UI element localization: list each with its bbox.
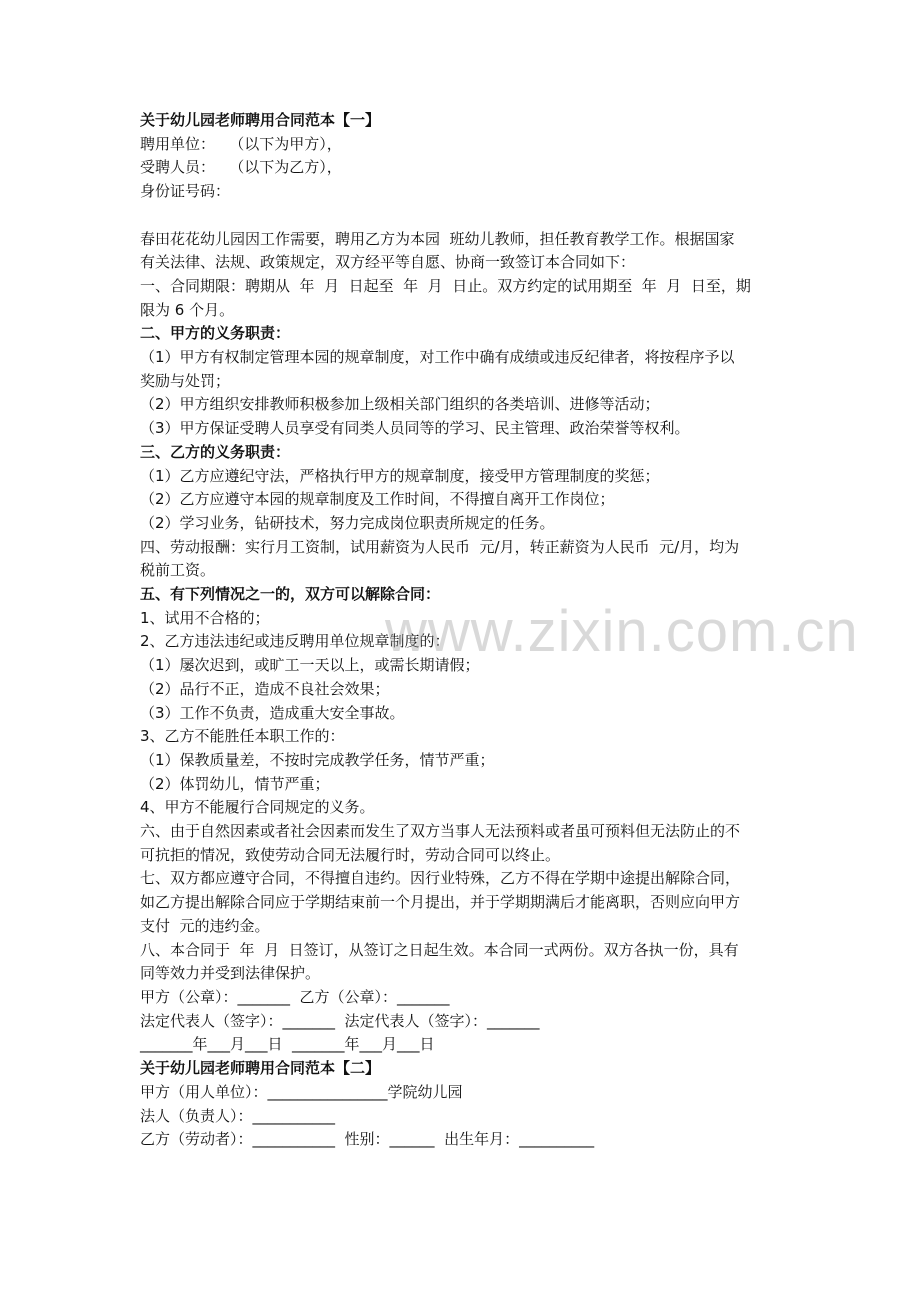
text-line: 如乙方提出解除合同应于学期结束前一个月提出，并于学期期满后才能离职，否则应向甲方 <box>140 893 741 912</box>
text-line: 支付 元的违约金。 <box>140 916 270 935</box>
section-heading: 关于幼儿园老师聘用合同范本【二】 <box>140 1059 381 1078</box>
text-line: （2）甲方组织安排教师积极参加上级相关部门组织的各类培训、进修等活动； <box>140 395 660 414</box>
text-line: （1）保教质量差，不按时完成教学任务，情节严重； <box>140 750 495 769</box>
text-line: 一、合同期限：聘期从 年 月 日起至 年 月 日止。双方约定的试用期至 年 月 日至，期 <box>140 276 751 295</box>
text-line: 八、本合同于 年 月 日签订，从签订之日起生效。本合同一式两份。双方各执一份，具有 <box>140 940 739 959</box>
document-body <box>140 109 790 1152</box>
text-line: 4、甲方不能履行合同规定的义务。 <box>140 798 375 817</box>
text-line: （3）甲方保证受聘人员享受有同类人员同等的学习、民主管理、政治荣誉等权利。 <box>140 419 690 438</box>
text-line: 六、由于自然因素或者社会因素而发生了双方当事人无法预料或者虽可预料但无法防止的不 <box>140 822 741 841</box>
text-line: 甲方（用人单位）：________________学院幼儿园 <box>140 1082 463 1101</box>
text-line: 春田花花幼儿园因工作需要，聘用乙方为本园 班幼儿教师，担任教育教学工作。根据国家 <box>140 229 735 248</box>
text-line: 2、乙方违法违纪或违反聘用单位规章制度的： <box>140 632 450 651</box>
text-line: （2）体罚幼儿，情节严重； <box>140 774 330 793</box>
section-heading: 关于幼儿园老师聘用合同范本【一】 <box>140 111 381 129</box>
text-line: 法人（负责人）：___________ <box>140 1106 336 1125</box>
text-line: （1）乙方应遵纪守法，严格执行甲方的规章制度，接受甲方管理制度的奖惩； <box>140 466 660 485</box>
text-line: 七、双方都应遵守合同，不得擅自违约。因行业特殊，乙方不得在学期中途提出解除合同， <box>140 869 741 888</box>
text-line: _______年___月___日 _______年___月___日 <box>140 1035 435 1054</box>
text-line: 有关法律、法规、政策规定，双方经平等自愿、协商一致签订本合同如下： <box>140 253 636 272</box>
text-line: 乙方（劳动者）：___________ 性别：______ 出生年月：__________ <box>140 1130 595 1149</box>
text-line: （3）工作不负责，造成重大安全事故。 <box>140 703 405 722</box>
text-line: 受聘人员： （以下为乙方）， <box>140 158 342 177</box>
text-line: 同等效力并受到法律保护。 <box>140 964 321 983</box>
section-heading: 五、有下列情况之一的，双方可以解除合同： <box>140 585 441 604</box>
text-line: 聘用单位： （以下为甲方）， <box>140 134 342 153</box>
section-heading: 三、乙方的义务职责： <box>140 442 291 461</box>
text-line: （2）品行不正，造成不良社会效果； <box>140 679 390 698</box>
text-line: 四、劳动报酬：实行月工资制，试用薪资为人民币 元/月，转正薪资为人民币 元/月，均为 <box>140 537 740 556</box>
text-line: 3、乙方不能胜任本职工作的： <box>140 727 345 746</box>
text-line: 法定代表人（签字）：_______ 法定代表人（签字）：_______ <box>140 1011 540 1030</box>
text-line: 甲方（公章）：_______ 乙方（公章）：_______ <box>140 988 450 1006</box>
watermark: www.zixin.com.cn <box>385 599 859 664</box>
text-line: （1）屡次迟到，或旷工一天以上，或需长期请假； <box>140 656 480 675</box>
section-heading: 二、甲方的义务职责： <box>140 324 291 343</box>
blank-line <box>140 204 790 228</box>
text-line: （2）学习业务，钻研技术，努力完成岗位职责所规定的任务。 <box>140 513 555 532</box>
text-line: 身份证号码： <box>140 182 231 201</box>
text-line: 可抗拒的情况，致使劳动合同无法履行时，劳动合同可以终止。 <box>140 845 561 864</box>
text-line: 税前工资。 <box>140 561 216 580</box>
text-line: 奖励与处罚； <box>140 371 231 390</box>
text-line: 1、试用不合格的； <box>140 608 270 627</box>
text-line: （2）乙方应遵守本园的规章制度及工作时间，不得擅自离开工作岗位； <box>140 490 615 509</box>
text-line: （1）甲方有权制定管理本园的规章制度，对工作中确有成绩或违反纪律者，将按程序予以 <box>140 348 735 367</box>
text-line: 限为 6 个月。 <box>140 300 235 319</box>
